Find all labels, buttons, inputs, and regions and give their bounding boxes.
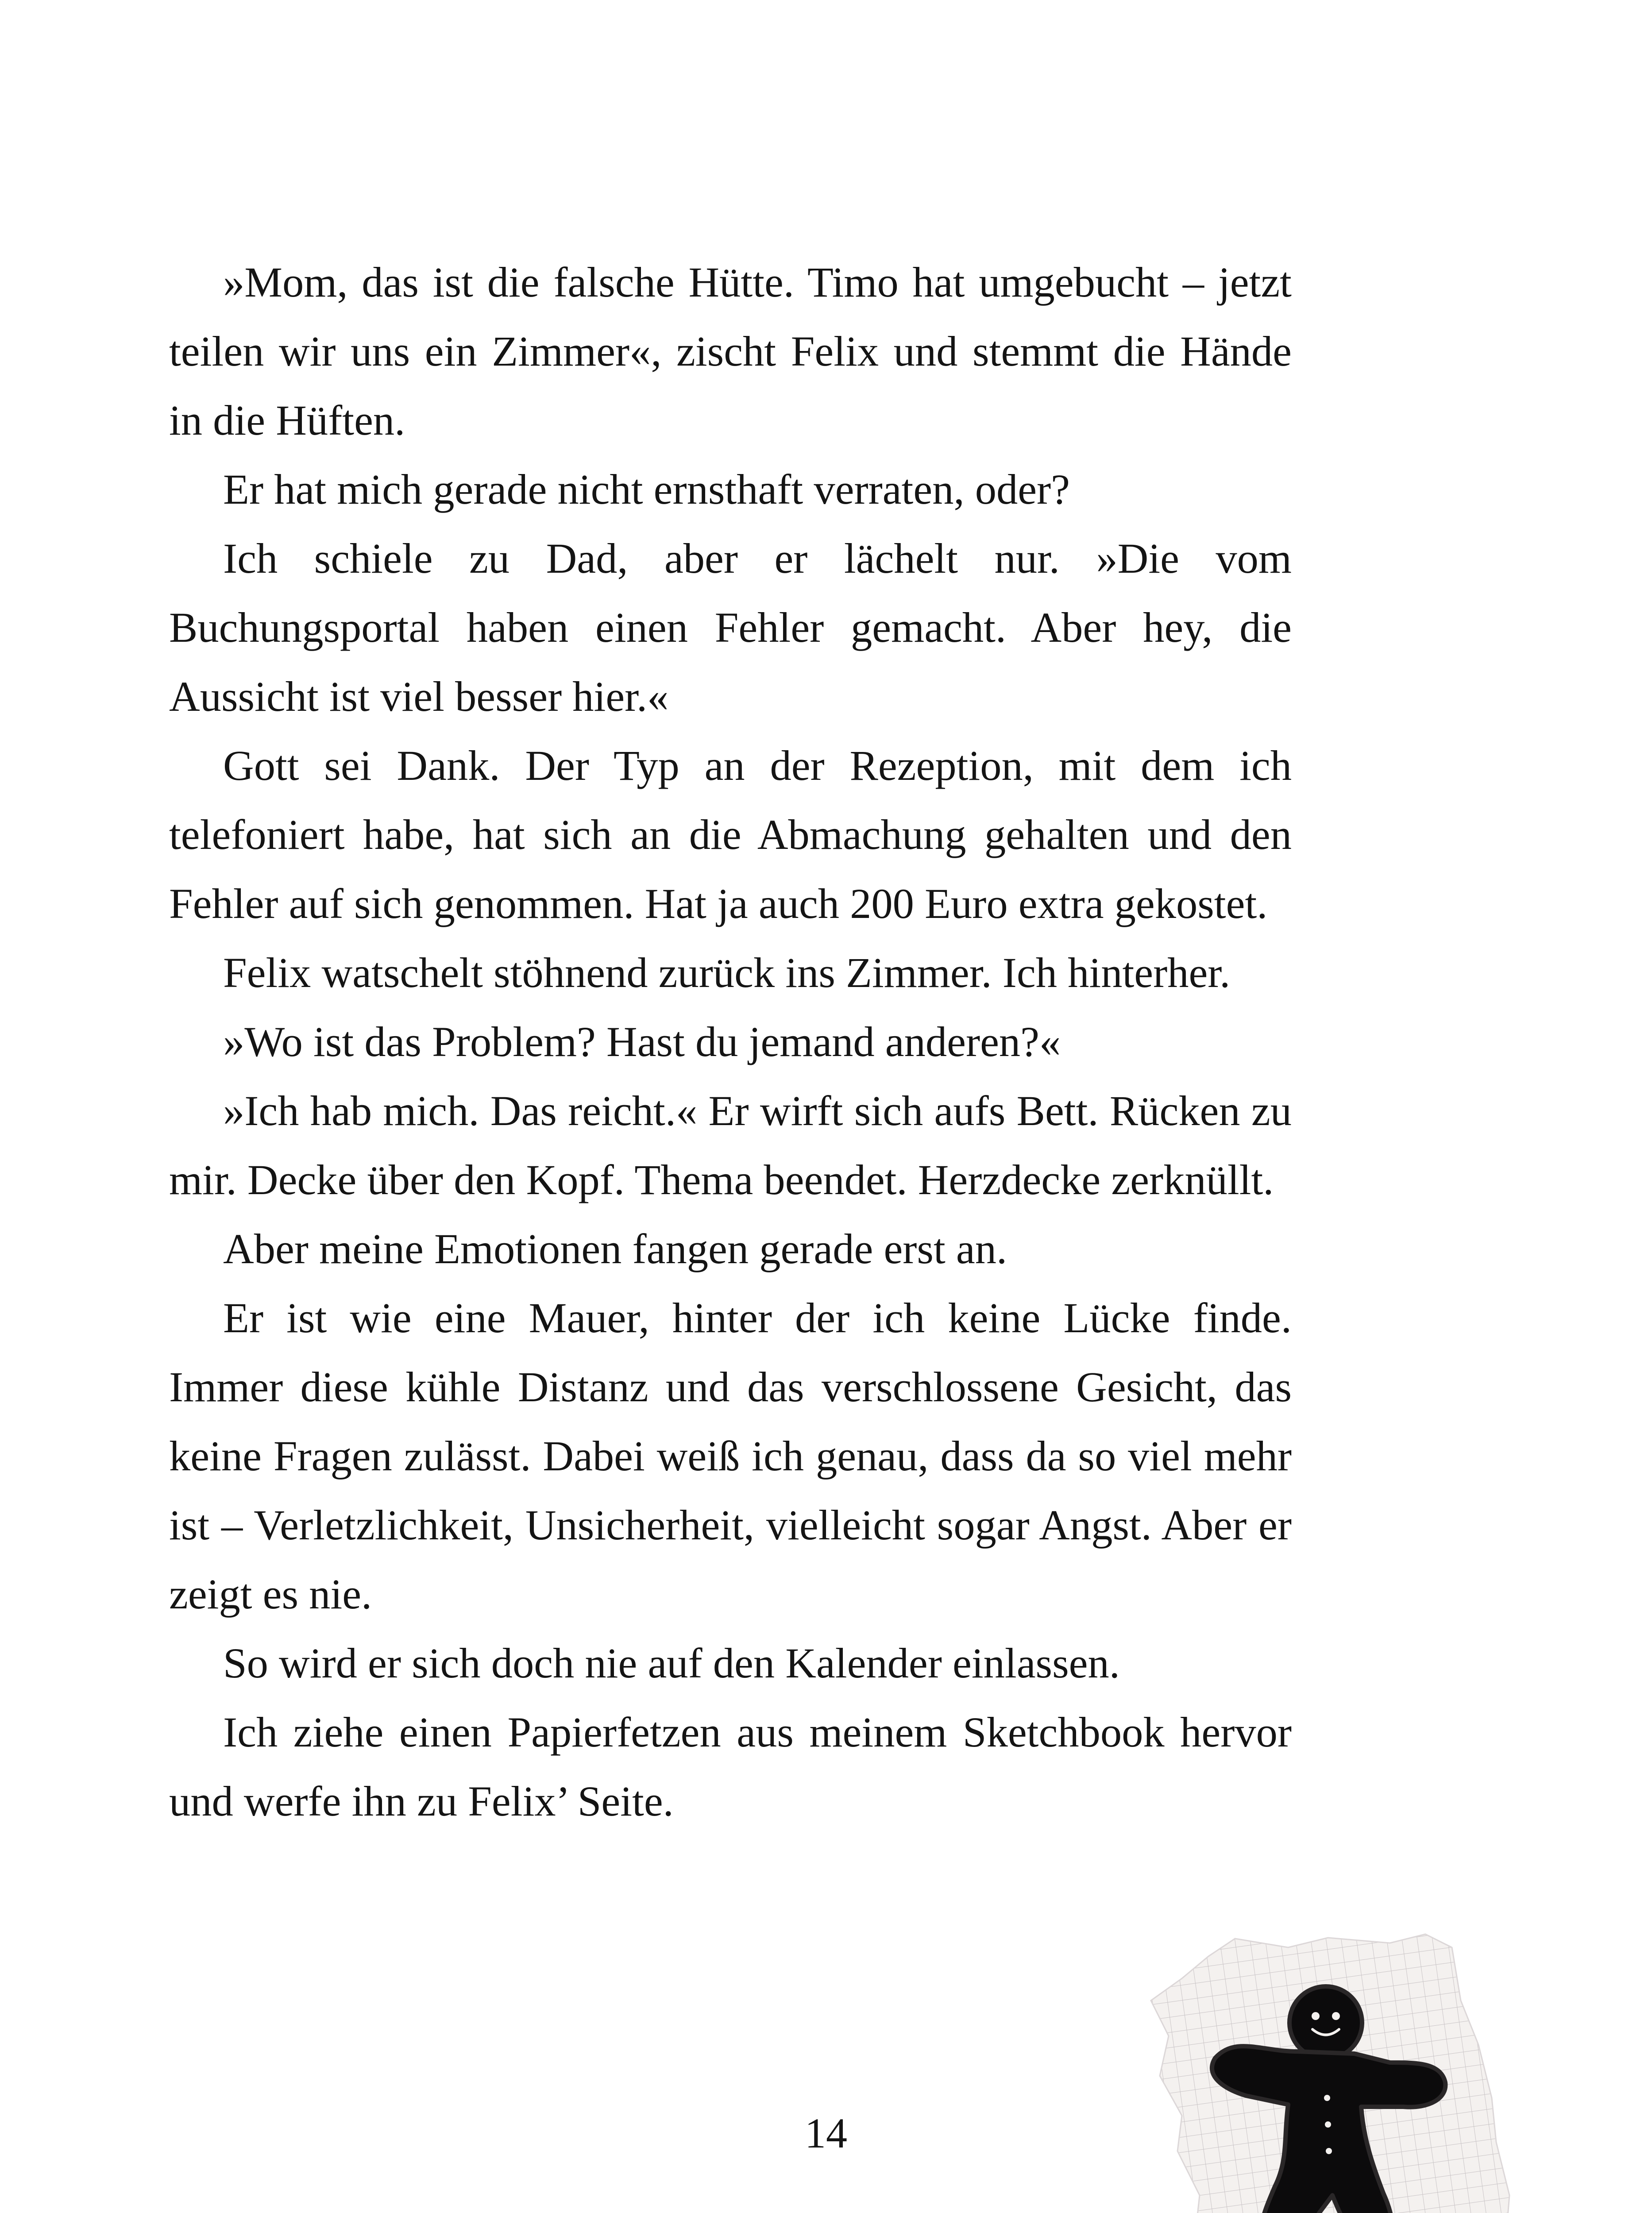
book-text	[169, 248, 1292, 1836]
paragraph-4: Gott sei Dank. Der Typ an der Rezeption, mit dem ich telefoniert habe, hat sich an die Abmachung gehalten und den Fehler auf sich genommen. Hat ja auch 200 Euro extra gekostet.	[169, 742, 1292, 927]
paragraph-2: Er hat mich gerade nicht ernsthaft verraten, oder?	[223, 466, 1070, 513]
paragraph-1: »Mom, das ist die falsche Hütte. Timo hat umgebucht – jetzt teilen wir uns ein Zimmer«, zischt Felix und stemmt die Hände in die Hüften.	[169, 258, 1292, 444]
paragraph-3: Ich schiele zu Dad, aber er lächelt nur. »Die vom Buchungsportal haben einen Fehler gemacht. Aber hey, die Aussicht ist viel besser hier.«	[169, 535, 1292, 720]
paper-scrap	[1142, 1930, 1523, 2213]
paragraph-8: Aber meine Emotionen fangen gerade erst an.	[223, 1225, 1007, 1272]
paragraph-11: Ich ziehe einen Papierfetzen aus meinem Sketchbook hervor und werfe ihn zu Felix’ Seite.	[169, 1708, 1292, 1825]
paragraph-6: »Wo ist das Problem? Hast du jemand anderen?«	[223, 1018, 1061, 1065]
paragraph-7: »Ich hab mich. Das reicht.« Er wirft sich aufs Bett. Rücken zu mir. Decke über den Kopf. Thema beendet. Herzdecke zerknüllt.	[169, 1087, 1292, 1203]
page-number: 14	[805, 2109, 847, 2157]
paragraph-9: Er ist wie eine Mauer, hinter der ich keine Lücke finde. Immer diese kühle Distanz und das verschlossene Gesicht, das keine Fragen zulässt. Dabei weiß ich genau, dass da so viel mehr ist – Verletzlichkeit, Unsicherheit, vielleicht sogar Angst. Aber er zeigt es nie.	[169, 1294, 1292, 1618]
paragraph-10: So wird er sich doch nie auf den Kalender einlassen.	[223, 1639, 1120, 1687]
paragraph-5: Felix watschelt stöhnend zurück ins Zimmer. Ich hinterher.	[223, 949, 1231, 996]
